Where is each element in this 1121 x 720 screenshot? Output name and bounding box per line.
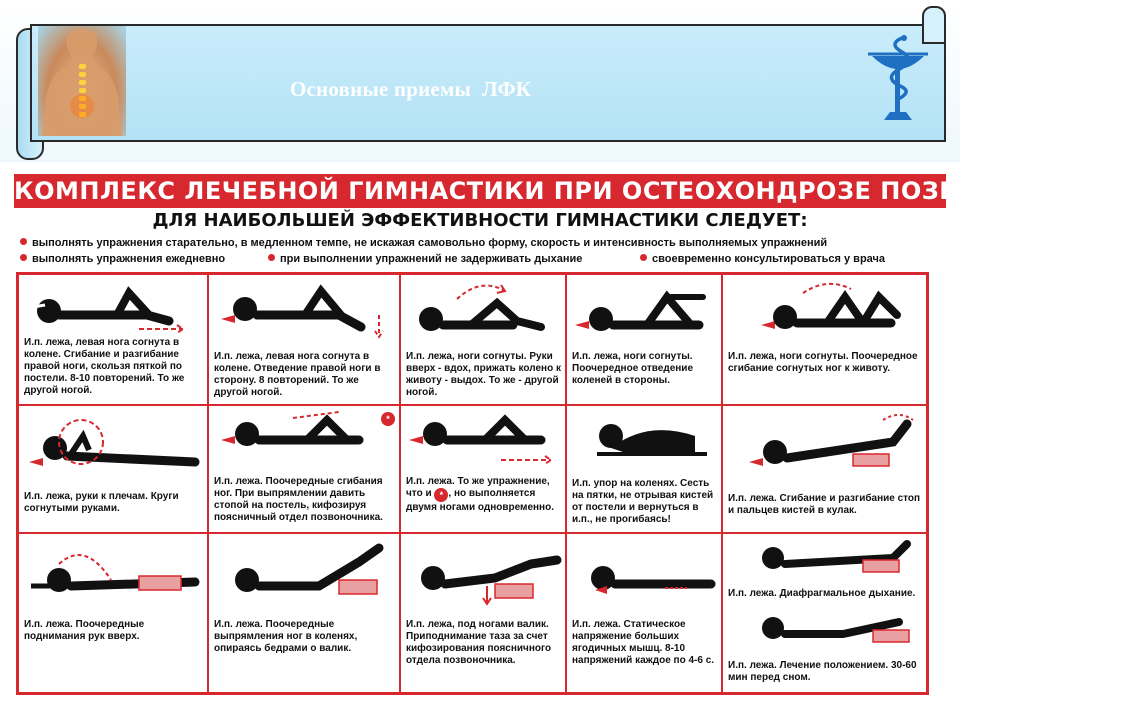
- exercise-figure-11: [19, 534, 209, 624]
- exercise-caption-6: И.п. лежа, руки к плечам. Круги согнутыми руками.: [24, 491, 179, 514]
- poster-title: КОМПЛЕКС ЛЕЧЕБНОЙ ГИМНАСТИКИ ПРИ ОСТЕОХОНДРОЗЕ ПОЗВОНОЧНИКА: [14, 174, 946, 208]
- exercise-figure-2: [209, 275, 401, 345]
- exercise-card-5: [722, 274, 927, 405]
- exercise-figure-4: [567, 275, 723, 345]
- exercise-card-10: [722, 405, 927, 533]
- exercise-grid: [16, 272, 929, 695]
- exercise-figure-13: [401, 534, 567, 624]
- exercise-caption-12: И.п. лежа. Поочередные выпрямления ног в коленях, опираясь бедрами о валик.: [214, 619, 358, 654]
- exercise-figure-7: [209, 406, 401, 486]
- exercise-figure-1: [19, 275, 209, 345]
- exercise-card-11: [18, 533, 208, 693]
- exercise-caption-3: И.п. лежа, ноги согнуты. Руки вверх - вдох, прижать колено к животу - выдох. То же - другой ногой.: [406, 351, 561, 398]
- exercise-caption-15a: И.п. лежа. Диафрагмальное дыхание.: [728, 588, 916, 599]
- exercise-caption-2: И.п. лежа, левая нога согнута в колене. Отведение правой ноги в сторону. 8 повторений. То же другой ногой.: [214, 351, 381, 398]
- exercise-caption-11: И.п. лежа. Поочередные поднимания рук вверх.: [24, 619, 145, 642]
- exercise-caption-14: И.п. лежа. Статическое напряжение больших ягодичных мышц. 8-10 напряжений каждое по 4-6 с.: [572, 619, 715, 666]
- exercise-card-12: [208, 533, 400, 693]
- exercise-caption-1: И.п. лежа, левая нога согнута в колене. Сгибание и разгибание правой ноги, скользя пяткой по постели. 8-10 повторений. То же другой ногой.: [24, 337, 185, 396]
- exercise-card-9: [566, 405, 722, 533]
- exercise-caption-15b: И.п. лежа. Лечение положением. 30-60 мин перед сном.: [728, 660, 917, 683]
- tip-2: выполнять упражнения ежедневно: [20, 253, 225, 265]
- exercise-card-14: [566, 533, 722, 693]
- poster-subheading: ДЛЯ НАИБОЛЬШЕЙ ЭФФЕКТИВНОСТИ ГИМНАСТИКИ СЛЕДУЕТ:: [152, 210, 808, 231]
- exercise-caption-13: И.п. лежа, под ногами валик. Приподнимание таза за счет кифозирования поясничного отдела позвоночника.: [406, 619, 552, 666]
- tip-4: своевременно консультироваться у врача: [640, 253, 885, 265]
- exercise-card-3: [400, 274, 566, 405]
- tip-3: при выполнении упражнений не задерживать дыхание: [268, 253, 582, 265]
- exercise-card-4: [566, 274, 722, 405]
- exercise-caption-10: И.п. лежа. Сгибание и разгибание стоп и пальцев кистей в кулак.: [728, 493, 921, 516]
- exercise-card-1: [18, 274, 208, 405]
- exercise-figure-6: [19, 406, 209, 496]
- bullet-icon: [268, 254, 275, 261]
- exercise-figure-10: [723, 406, 928, 496]
- exercise-caption-5: И.п. лежа, ноги согнуты. Поочередное сгибание согнутых ног к животу.: [728, 351, 918, 374]
- exercise-figure-12: [209, 534, 401, 624]
- exercise-caption-8: И.п. лежа. То же упражнение, что и * , но выполняется двумя ногами одновременно.: [406, 476, 554, 513]
- exercise-card-8: [400, 405, 566, 533]
- exercise-figure-9: [567, 406, 723, 476]
- exercise-card-13: [400, 533, 566, 693]
- stop-badge-icon: *: [381, 412, 395, 426]
- exercise-card-15: [722, 533, 927, 693]
- exercise-card-2: [208, 274, 400, 405]
- exercise-caption-7: И.п. лежа. Поочередные сгибания ног. При выпрямлении давить стопой на постель, кифозируя поясничный отдел позвоночника.: [214, 476, 383, 523]
- spine-illustration: [38, 26, 126, 136]
- exercise-figure-3: [401, 275, 567, 345]
- exercise-figure-5: [723, 275, 928, 345]
- medical-bowl-snake-icon: [862, 34, 934, 126]
- exercise-figure-8: [401, 406, 567, 486]
- exercise-card-7: [208, 405, 400, 533]
- banner-title: Основные приемы ЛФК: [290, 77, 532, 101]
- exercise-caption-9: И.п. упор на коленях. Сесть на пятки, не отрывая кистей от постели и вернуться в и.п., не прогибаясь!: [572, 478, 714, 525]
- reference-badge-icon: *: [434, 488, 448, 502]
- bullet-icon: [640, 254, 647, 261]
- bullet-icon: [20, 238, 27, 245]
- tip-1: выполнять упражнения старательно, в медленном темпе, не искажая самовольно форму, скорость и интенсивность выполняемых упражнений: [20, 237, 827, 249]
- exercise-caption-4: И.п. лежа, ноги согнуты. Поочередное отведение коленей в стороны.: [572, 351, 694, 386]
- exercise-figure-14: [567, 534, 723, 624]
- exercise-card-6: [18, 405, 208, 533]
- bullet-icon: [20, 254, 27, 261]
